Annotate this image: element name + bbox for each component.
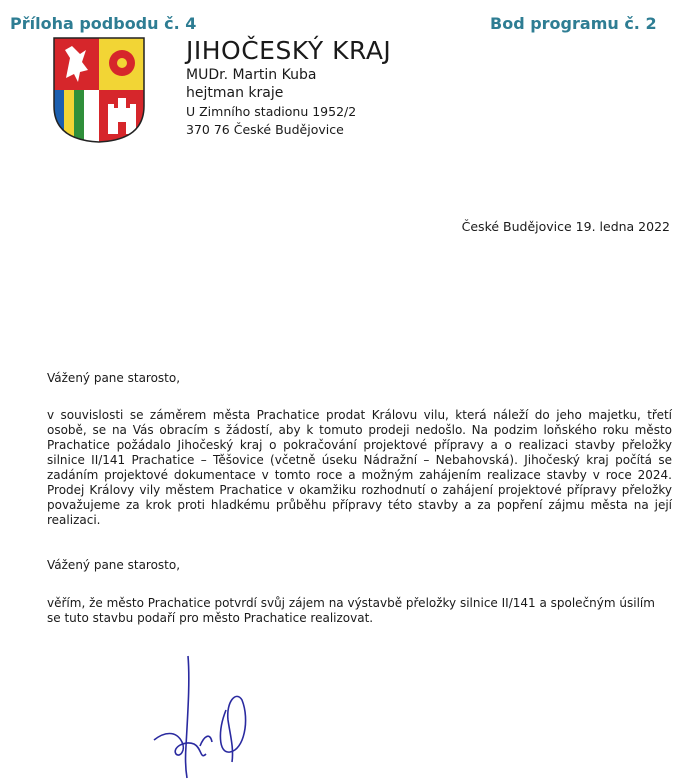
date-line: České Budějovice 19. ledna 2022 — [461, 219, 670, 234]
sender-street: U Zimního stadionu 1952/2 — [186, 104, 357, 119]
sender-city: 370 76 České Budějovice — [186, 122, 344, 137]
greeting-2: Vážený pane starosto, — [47, 558, 181, 572]
sender-block — [186, 36, 391, 139]
letter-body — [47, 371, 672, 626]
sender-role: hejtman kraje — [186, 85, 284, 101]
agenda-label: Bod programu č. 2 — [490, 14, 657, 33]
organization-name: JIHOČESKÝ KRAJ — [186, 36, 392, 65]
handwritten-signature-icon — [150, 650, 280, 780]
greeting: Vážený pane starosto, — [47, 371, 181, 385]
paragraph-2: věřím, že město Prachatice potvrdí svůj zájem na výstavbě přeložky silnice II/141 a společným úsilím se tuto stavbu podaří pro město Prachatice realizovat. — [47, 596, 655, 625]
coat-of-arms-icon — [52, 36, 146, 144]
attachment-label: Příloha podbodu č. 4 — [10, 14, 197, 33]
paragraph-1: v souvislosti se záměrem města Prachatice prodat Královu vilu, která náleží do jeho majetku, třetí osobě, se na Vás obracím s žádostí, aby k tomuto prodeji nedošlo. Na podzim loňského roku město Prachatice požádalo Jihočeský kraj o pokračování projektové přípravy a o realizaci stavby přeložky silnice II/141 Prachatice – Těšovice (včetně úseku Nádražní – Nebahovská). Jihočeský kraj počítá se zadáním projektové dokumentace v tomto roce a možným zahájením realizace stavby v roce 2024. Prodej Královy vily městem Prachatice v okamžiku rozhodnutí o zahájení projektové přípravy přeložky považujeme za krok proti hladkému průběhu přípravy této stavby a za popření zájmu města na její realizaci. — [47, 408, 672, 527]
sender-name: MUDr. Martin Kuba — [186, 67, 317, 83]
